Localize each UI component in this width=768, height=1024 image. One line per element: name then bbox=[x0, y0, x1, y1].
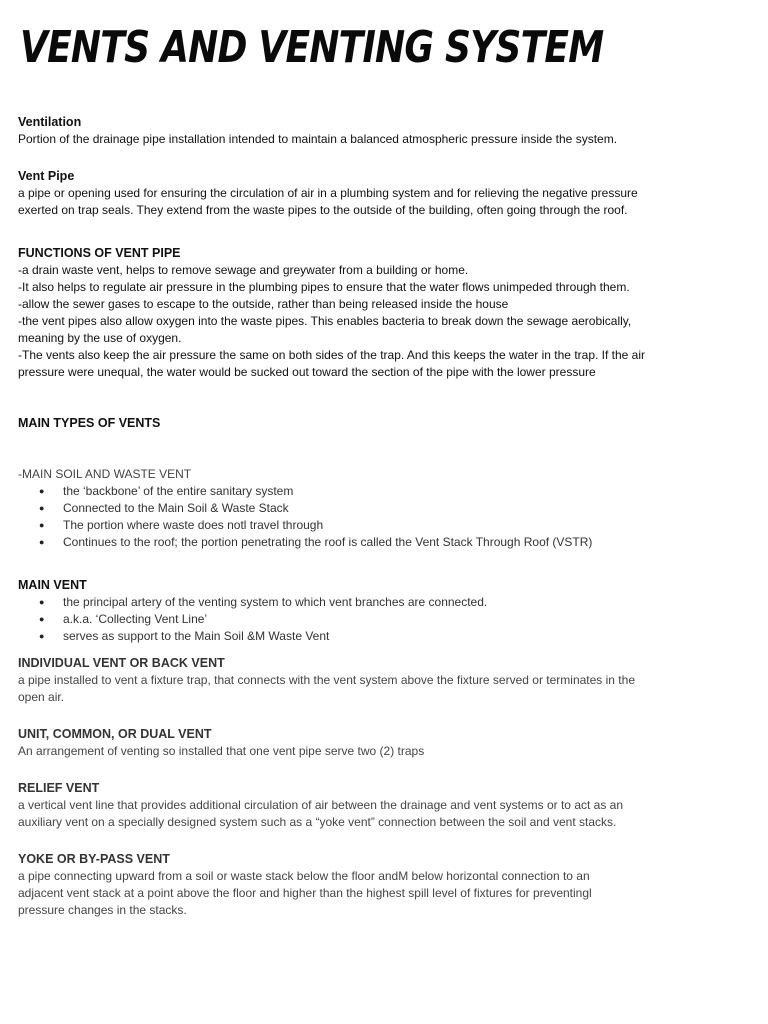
yoke-vent-line: pressure changes in the stacks. bbox=[18, 903, 187, 917]
list-item: ● the ‘backbone’ of the entire sanitary system bbox=[39, 483, 688, 500]
vent-pipe-line: exerted on trap seals. They extend from the waste pipes to the outside of the building, often going through the roof. bbox=[18, 203, 628, 217]
list-item: ● Continues to the roof; the portion penetrating the roof is called the Vent Stack Through Roof (VSTR) bbox=[39, 534, 688, 551]
list-item: ● the principal artery of the venting system to which vent branches are connected. bbox=[39, 594, 688, 611]
list-item: ● a.k.a. ‘Collecting Vent Line’ bbox=[39, 611, 688, 628]
section-ventilation bbox=[18, 114, 688, 148]
section-yoke-vent bbox=[18, 851, 688, 919]
vent-pipe-heading: Vent Pipe bbox=[18, 169, 75, 183]
section-functions bbox=[18, 245, 688, 381]
section-main-vent bbox=[18, 577, 688, 645]
relief-vent-line: auxiliary vent on a specially designed system such as a “yoke vent” connection between the soil and vent stacks. bbox=[18, 815, 617, 829]
ventilation-text: Portion of the drainage pipe installation intended to maintain a balanced atmospheric pressure inside the system. bbox=[18, 132, 618, 146]
individual-vent-heading: INDIVIDUAL VENT OR BACK VENT bbox=[18, 656, 225, 670]
yoke-vent-line: a pipe connecting upward from a soil or waste stack below the floor andM below horizontal connection to an bbox=[18, 869, 590, 883]
yoke-vent-heading: YOKE OR BY-PASS VENT bbox=[18, 852, 170, 866]
vent-pipe-line: a pipe or opening used for ensuring the circulation of air in a plumbing system and for relieving the negative pressure bbox=[18, 186, 638, 200]
functions-heading: FUNCTIONS OF VENT PIPE bbox=[18, 246, 181, 260]
main-soil-bullet-list bbox=[18, 483, 688, 551]
individual-vent-line: open air. bbox=[18, 690, 65, 704]
list-item: ● serves as support to the Main Soil &M Waste Vent bbox=[39, 628, 688, 645]
section-main-soil-waste-vent bbox=[18, 466, 688, 551]
individual-vent-line: a pipe installed to vent a fixture trap, that connects with the vent system above the fixture served or terminates in the bbox=[18, 673, 635, 687]
functions-line: -a drain waste vent, helps to remove sewage and greywater from a building or home. bbox=[18, 263, 469, 277]
relief-vent-heading: RELIEF VENT bbox=[18, 781, 100, 795]
ventilation-heading: Ventilation bbox=[18, 115, 82, 129]
functions-line: -It also helps to regulate air pressure in the plumbing pipes to ensure that the water flows unimpeded through them. bbox=[18, 280, 630, 294]
section-individual-vent bbox=[18, 655, 688, 706]
relief-vent-line: a vertical vent line that provides additional circulation of air between the drainage and vent systems or to act as an bbox=[18, 798, 624, 812]
section-main-types bbox=[18, 415, 688, 432]
page-title: VENTS AND VENTING SYSTEM bbox=[20, 22, 604, 73]
section-unit-vent bbox=[18, 726, 688, 760]
unit-vent-line: An arrangement of venting so installed that one vent pipe serve two (2) traps bbox=[18, 744, 425, 758]
section-relief-vent bbox=[18, 780, 688, 831]
main-types-heading: MAIN TYPES OF VENTS bbox=[18, 416, 161, 430]
main-vent-bullet-list bbox=[18, 594, 688, 645]
main-vent-heading: MAIN VENT bbox=[18, 578, 87, 592]
functions-line: -the vent pipes also allow oxygen into the waste pipes. This enables bacteria to break down the sewage aerobically, bbox=[18, 314, 632, 328]
section-vent-pipe bbox=[18, 168, 688, 219]
main-soil-heading: -MAIN SOIL AND WASTE VENT bbox=[18, 467, 192, 481]
list-item: ● Connected to the Main Soil & Waste Stack bbox=[39, 500, 688, 517]
unit-vent-heading: UNIT, COMMON, OR DUAL VENT bbox=[18, 727, 212, 741]
functions-line: meaning by the use of oxygen. bbox=[18, 331, 182, 345]
list-item: ● The portion where waste does notl travel through bbox=[39, 517, 688, 534]
yoke-vent-line: adjacent vent stack at a point above the floor and higher than the highest spill level of fixtures for preventingl bbox=[18, 886, 592, 900]
functions-line: -The vents also keep the air pressure the same on both sides of the trap. And this keeps the water in the trap. If the air bbox=[18, 348, 646, 362]
document-body bbox=[18, 114, 688, 919]
functions-line: -allow the sewer gases to escape to the outside, rather than being released inside the house bbox=[18, 297, 509, 311]
functions-line: pressure were unequal, the water would be sucked out toward the section of the pipe with the lower pressure bbox=[18, 365, 596, 379]
